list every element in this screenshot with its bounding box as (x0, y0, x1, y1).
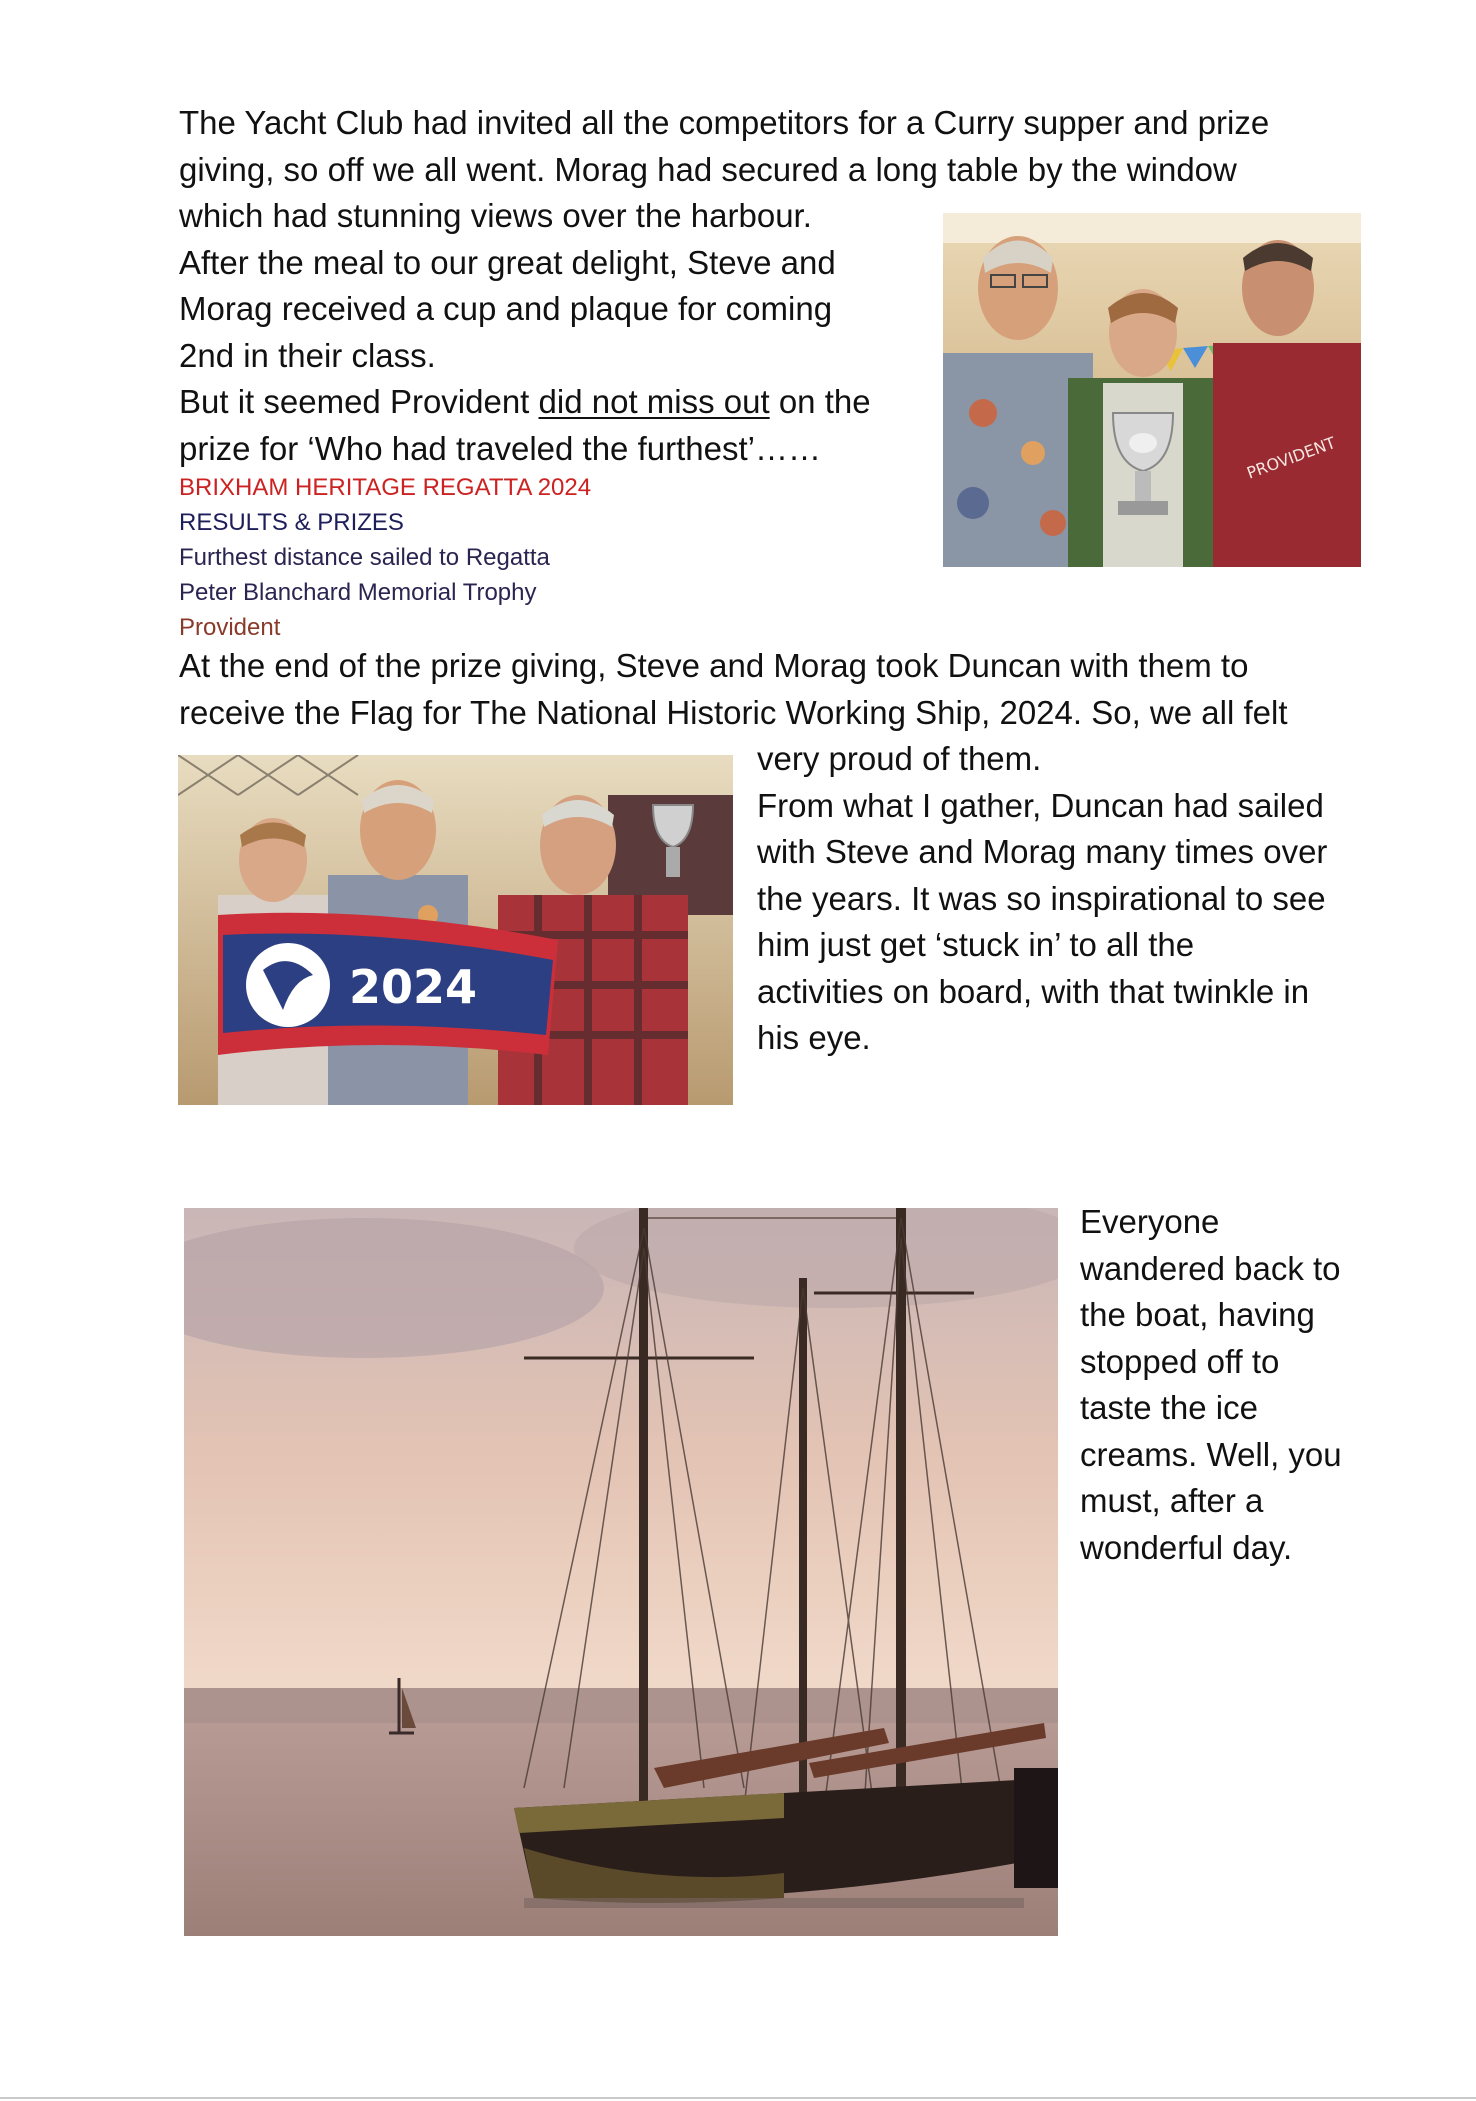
intro-line: giving, so off we all went. Morag had secured a long table by the window (179, 150, 1237, 188)
flag-line: At the end of the prize giving, Steve and Morag took Duncan with them to (179, 647, 1249, 684)
underlined-phrase: did not miss out (538, 383, 770, 420)
intro-line: The Yacht Club had invited all the competitors for a Curry supper and prize (179, 104, 1270, 141)
closing-line: Everyone (1080, 1203, 1220, 1240)
closing-text (1080, 1199, 1342, 1571)
results-heading: BRIXHAM HERITAGE REGATTA 2024 (179, 474, 592, 501)
closing-line: wonderful day. (1080, 1528, 1293, 1566)
ship-photo-image (184, 1208, 1058, 1936)
flag-line: with Steve and Morag many times over (757, 833, 1328, 870)
closing-line: the boat, having (1080, 1296, 1315, 1333)
flag-line: receive the Flag for The National Historic Working Ship, 2024. So, we all felt (179, 693, 1288, 731)
ship-photo (184, 1208, 1058, 1936)
closing-line: stopped off to (1080, 1342, 1280, 1380)
flag-line: the years. It was so inspirational to see (757, 879, 1326, 917)
closing-line: creams. Well, you (1080, 1435, 1342, 1473)
flag-photo (178, 755, 733, 1105)
page-bottom-divider (0, 2097, 1476, 2099)
results-trophy: Peter Blanchard Memorial Trophy (179, 579, 537, 606)
closing-line: taste the ice (1080, 1389, 1258, 1426)
flag-photo-image (178, 755, 733, 1105)
flag-year: 2024 (348, 960, 478, 1014)
intro-text-span: But it seemed Provident (179, 383, 539, 420)
intro-line: prize for ‘Who had traveled the furthest’…… (179, 429, 821, 467)
intro-line: which had stunning views over the harbour. (179, 197, 812, 234)
results-winner: Provident (179, 614, 281, 641)
flag-line: From what I gather, Duncan had sailed (757, 786, 1324, 824)
closing-line: wandered back to (1080, 1249, 1341, 1287)
shirt-lettering: PROVIDENT (1244, 433, 1339, 483)
flag-text-top (179, 643, 1287, 736)
intro-line: After the meal to our great delight, Steve and (179, 243, 836, 281)
trophy-photo-image (943, 213, 1361, 567)
closing-line: must, after a (1080, 1482, 1264, 1519)
intro-line: Morag received a cup and plaque for coming (179, 290, 833, 327)
trophy-photo (943, 213, 1361, 567)
flag-line: him just get ‘stuck in’ to all the (757, 926, 1195, 963)
results-category: Furthest distance sailed to Regatta (179, 544, 550, 571)
intro-text-span: on the (769, 383, 871, 420)
intro-line: 2nd in their class. (179, 336, 436, 374)
flag-line: activities on board, with that twinkle in (757, 972, 1310, 1010)
results-block (179, 470, 591, 645)
results-subheading: RESULTS & PRIZES (179, 509, 404, 536)
flag-line: his eye. (757, 1019, 871, 1056)
flag-text-side (757, 736, 1327, 1062)
flag-line: very proud of them. (757, 740, 1042, 777)
